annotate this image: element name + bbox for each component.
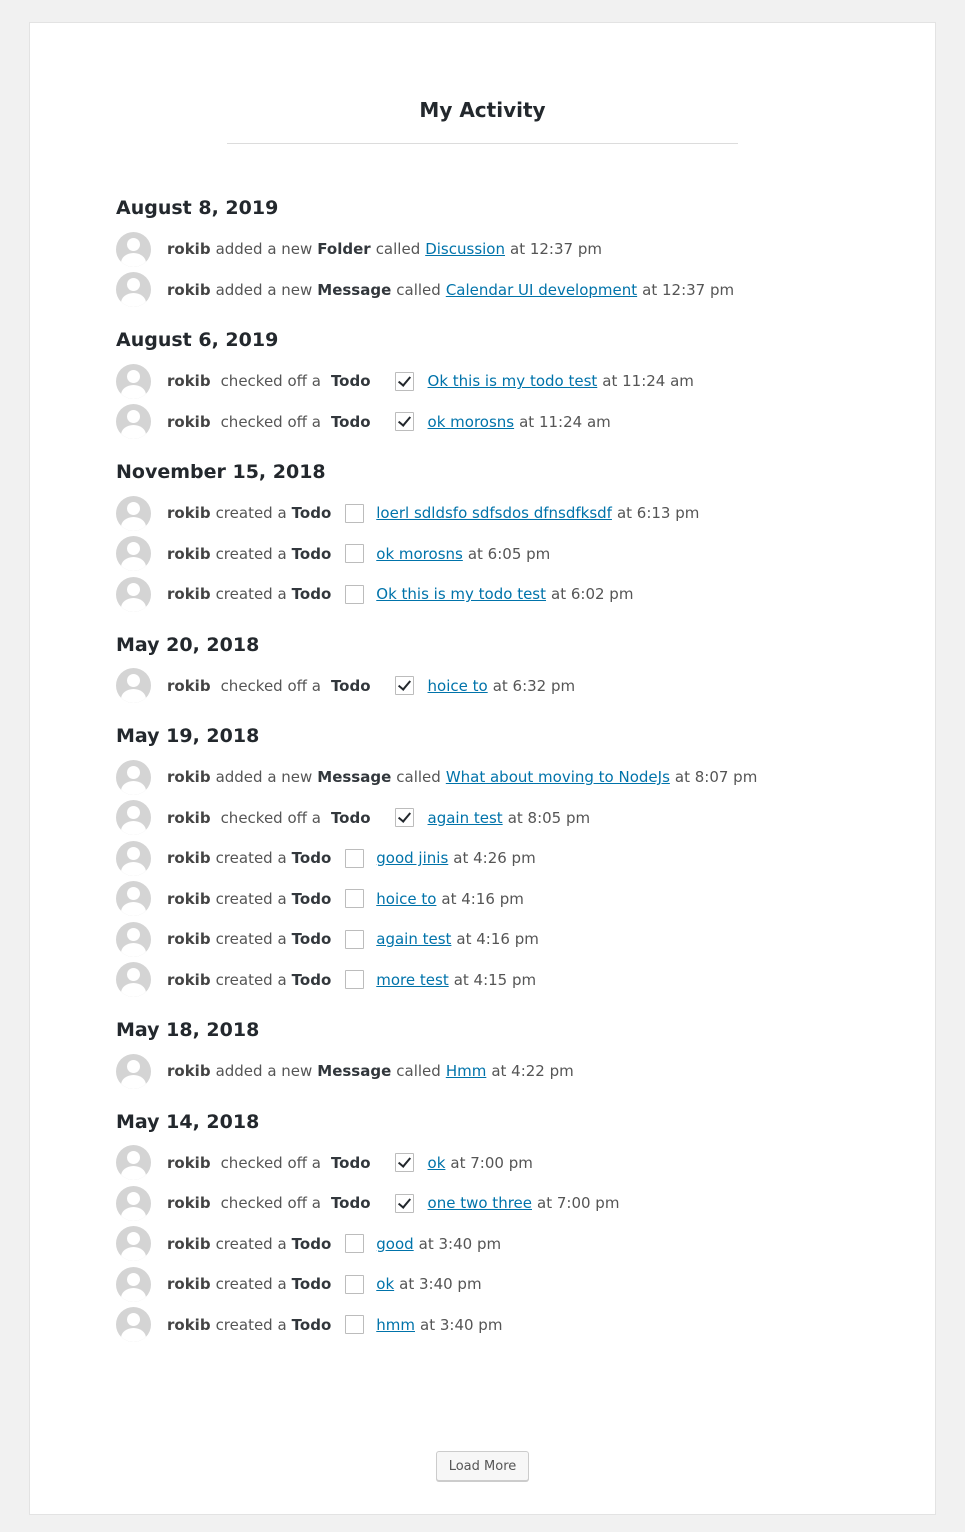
action-text: added a new xyxy=(215,1062,313,1081)
called-text: called xyxy=(375,240,421,259)
user-name[interactable]: rokib xyxy=(167,970,211,989)
load-more-button[interactable]: Load More xyxy=(436,1451,529,1481)
avatar xyxy=(116,1145,151,1180)
item-type: Todo xyxy=(330,412,371,431)
item-type: Folder xyxy=(317,240,371,259)
todo-checkbox[interactable] xyxy=(345,1234,364,1253)
action-text: created a xyxy=(215,504,287,523)
action-text: added a new xyxy=(215,280,313,299)
timestamp: at 11:24 am xyxy=(519,412,611,431)
item-link[interactable]: ok morosns xyxy=(427,412,515,431)
date-group xyxy=(116,723,896,1000)
avatar xyxy=(116,536,151,571)
timestamp: at 4:16 pm xyxy=(441,889,524,908)
todo-checkbox-checked[interactable] xyxy=(395,676,414,695)
date-heading: May 20, 2018 xyxy=(116,633,260,656)
user-name[interactable]: rokib xyxy=(167,1315,211,1334)
date-group xyxy=(116,195,896,310)
timestamp: at 12:37 pm xyxy=(642,280,735,299)
activity-item xyxy=(116,229,896,270)
item-link[interactable]: Calendar UI development xyxy=(445,280,638,299)
todo-checkbox[interactable] xyxy=(345,504,364,523)
todo-checkbox[interactable] xyxy=(345,544,364,563)
avatar xyxy=(116,962,151,997)
item-type: Todo xyxy=(330,1194,371,1213)
timestamp: at 6:05 pm xyxy=(467,544,551,563)
todo-checkbox-checked[interactable] xyxy=(395,1194,414,1213)
avatar xyxy=(116,1307,151,1342)
item-type: Todo xyxy=(291,504,332,523)
timestamp: at 3:40 pm xyxy=(420,1315,503,1334)
item-type: Todo xyxy=(330,372,371,391)
user-name[interactable]: rokib xyxy=(167,504,211,523)
avatar xyxy=(116,364,151,399)
user-name[interactable]: rokib xyxy=(167,544,211,563)
activity-item xyxy=(116,1183,896,1224)
date-heading: May 14, 2018 xyxy=(116,1110,260,1133)
timestamp: at 12:37 pm xyxy=(510,240,602,259)
user-name[interactable]: rokib xyxy=(167,849,211,868)
date-group xyxy=(116,1017,896,1092)
item-link[interactable]: Discussion xyxy=(425,240,505,259)
user-name[interactable]: rokib xyxy=(167,280,211,299)
item-link[interactable]: ok xyxy=(427,1153,446,1172)
todo-checkbox-checked[interactable] xyxy=(395,808,414,827)
timestamp: at 3:40 pm xyxy=(418,1234,502,1253)
action-text: checked off a xyxy=(220,1194,321,1213)
item-link[interactable]: ok morosns xyxy=(376,544,463,563)
avatar xyxy=(116,1267,151,1302)
item-type: Message xyxy=(317,768,392,787)
action-text: created a xyxy=(215,930,287,949)
user-name[interactable]: rokib xyxy=(167,768,211,787)
date-group xyxy=(116,1109,896,1346)
activity-item xyxy=(116,1264,896,1305)
user-name[interactable]: rokib xyxy=(167,930,211,949)
activity-item xyxy=(116,838,896,879)
activity-item xyxy=(116,1224,896,1265)
activity-item xyxy=(116,1305,896,1346)
timestamp: at 6:02 pm xyxy=(551,585,634,604)
item-type: Todo xyxy=(330,808,371,827)
item-link[interactable]: Ok this is my todo test xyxy=(427,372,598,391)
user-name[interactable]: rokib xyxy=(167,1194,211,1213)
action-text: created a xyxy=(215,1315,287,1334)
activity-item xyxy=(116,666,896,707)
timestamp: at 6:32 pm xyxy=(492,676,576,695)
timestamp: at 6:13 pm xyxy=(616,504,700,523)
activity-item xyxy=(116,960,896,1001)
todo-checkbox[interactable] xyxy=(345,1315,364,1334)
date-group xyxy=(116,327,896,442)
item-type: Todo xyxy=(291,930,332,949)
avatar xyxy=(116,232,151,267)
avatar xyxy=(116,1186,151,1221)
item-link[interactable]: Ok this is my todo test xyxy=(376,585,547,604)
activity-item xyxy=(116,402,896,443)
todo-checkbox[interactable] xyxy=(345,1275,364,1294)
item-link[interactable]: Hmm xyxy=(445,1062,487,1081)
action-text: checked off a xyxy=(220,808,321,827)
date-group xyxy=(116,459,896,615)
item-link[interactable]: What about moving to NodeJs xyxy=(445,768,670,787)
user-name[interactable]: rokib xyxy=(167,676,211,695)
item-type: Todo xyxy=(330,1153,371,1172)
timestamp: at 8:05 pm xyxy=(507,808,591,827)
activity-item xyxy=(116,1143,896,1184)
timestamp: at 7:00 pm xyxy=(450,1153,533,1172)
page-title: My Activity xyxy=(419,98,546,122)
user-name[interactable]: rokib xyxy=(167,889,211,908)
activity-item xyxy=(116,919,896,960)
item-link[interactable]: ok xyxy=(376,1275,395,1294)
timestamp: at 3:40 pm xyxy=(399,1275,482,1294)
todo-checkbox[interactable] xyxy=(345,849,364,868)
avatar xyxy=(116,1054,151,1089)
date-heading: May 18, 2018 xyxy=(116,1019,260,1041)
todo-checkbox-checked[interactable] xyxy=(395,1153,414,1172)
action-text: created a xyxy=(215,889,287,908)
user-name[interactable]: rokib xyxy=(167,585,211,604)
todo-checkbox-checked[interactable] xyxy=(395,412,414,431)
date-heading: November 15, 2018 xyxy=(116,461,326,483)
item-link[interactable]: good jinis xyxy=(376,849,449,868)
called-text: called xyxy=(396,280,441,299)
activity-panel xyxy=(29,22,936,1515)
avatar xyxy=(116,496,151,531)
todo-checkbox[interactable] xyxy=(345,970,364,989)
item-type: Message xyxy=(317,1062,392,1081)
title-divider xyxy=(227,143,738,144)
timestamp: at 7:00 pm xyxy=(537,1194,620,1213)
activity-feed xyxy=(116,195,896,1362)
action-text: created a xyxy=(215,849,287,868)
activity-item xyxy=(116,879,896,920)
item-link[interactable]: one two three xyxy=(427,1194,532,1213)
action-text: added a new xyxy=(215,240,313,259)
todo-checkbox-checked[interactable] xyxy=(395,372,414,391)
user-name[interactable]: rokib xyxy=(167,372,211,391)
date-heading: August 6, 2019 xyxy=(116,329,279,351)
action-text: created a xyxy=(215,585,287,604)
activity-item xyxy=(116,361,896,402)
item-link[interactable]: hoice to xyxy=(427,676,488,695)
item-link[interactable]: hmm xyxy=(376,1315,415,1334)
action-text: created a xyxy=(215,544,287,563)
activity-item xyxy=(116,757,896,798)
timestamp: at 4:22 pm xyxy=(491,1062,574,1081)
item-link[interactable]: more test xyxy=(376,970,449,989)
item-type: Todo xyxy=(291,889,332,908)
activity-item xyxy=(116,493,896,534)
user-name[interactable]: rokib xyxy=(167,1275,211,1294)
user-name[interactable]: rokib xyxy=(167,1234,211,1253)
timestamp: at 4:16 pm xyxy=(456,930,539,949)
avatar xyxy=(116,841,151,876)
timestamp: at 8:07 pm xyxy=(674,768,758,787)
item-type: Todo xyxy=(291,849,332,868)
avatar xyxy=(116,881,151,916)
avatar xyxy=(116,668,151,703)
item-type: Todo xyxy=(330,676,371,695)
avatar xyxy=(116,577,151,612)
item-link[interactable]: again test xyxy=(376,930,452,949)
called-text: called xyxy=(396,768,441,787)
activity-item xyxy=(116,574,896,615)
activity-item xyxy=(116,270,896,311)
action-text: checked off a xyxy=(220,372,321,391)
avatar xyxy=(116,922,151,957)
date-heading: May 19, 2018 xyxy=(116,725,260,747)
date-group xyxy=(116,632,896,707)
item-link[interactable]: good xyxy=(376,1234,414,1253)
item-type: Message xyxy=(317,280,392,299)
activity-item xyxy=(116,1051,896,1092)
item-type: Todo xyxy=(291,1234,332,1253)
action-text: created a xyxy=(215,1275,287,1294)
action-text: created a xyxy=(215,970,287,989)
item-link[interactable]: loerl sdldsfo sdfsdos dfnsdfksdf xyxy=(376,504,612,523)
called-text: called xyxy=(396,1062,441,1081)
item-type: Todo xyxy=(291,544,332,563)
activity-item xyxy=(116,534,896,575)
action-text: added a new xyxy=(215,768,313,787)
action-text: created a xyxy=(215,1234,287,1253)
avatar xyxy=(116,1226,151,1261)
action-text: checked off a xyxy=(220,676,321,695)
user-name[interactable]: rokib xyxy=(167,808,211,827)
item-type: Todo xyxy=(291,1315,332,1334)
action-text: checked off a xyxy=(220,412,321,431)
item-link[interactable]: again test xyxy=(427,808,503,827)
date-heading: August 8, 2019 xyxy=(116,197,279,219)
avatar xyxy=(116,272,151,307)
user-name[interactable]: rokib xyxy=(167,1062,211,1081)
avatar xyxy=(116,760,151,795)
user-name[interactable]: rokib xyxy=(167,240,211,259)
timestamp: at 4:15 pm xyxy=(453,970,537,989)
user-name[interactable]: rokib xyxy=(167,412,211,431)
user-name[interactable]: rokib xyxy=(167,1153,211,1172)
action-text: checked off a xyxy=(220,1153,321,1172)
activity-item xyxy=(116,798,896,839)
timestamp: at 4:26 pm xyxy=(453,849,536,868)
timestamp: at 11:24 am xyxy=(602,372,694,391)
item-link[interactable]: hoice to xyxy=(376,889,437,908)
item-type: Todo xyxy=(291,1275,332,1294)
avatar xyxy=(116,404,151,439)
todo-checkbox[interactable] xyxy=(345,930,364,949)
item-type: Todo xyxy=(291,970,332,989)
avatar xyxy=(116,800,151,835)
todo-checkbox[interactable] xyxy=(345,889,364,908)
item-type: Todo xyxy=(291,585,332,604)
todo-checkbox[interactable] xyxy=(345,585,364,604)
